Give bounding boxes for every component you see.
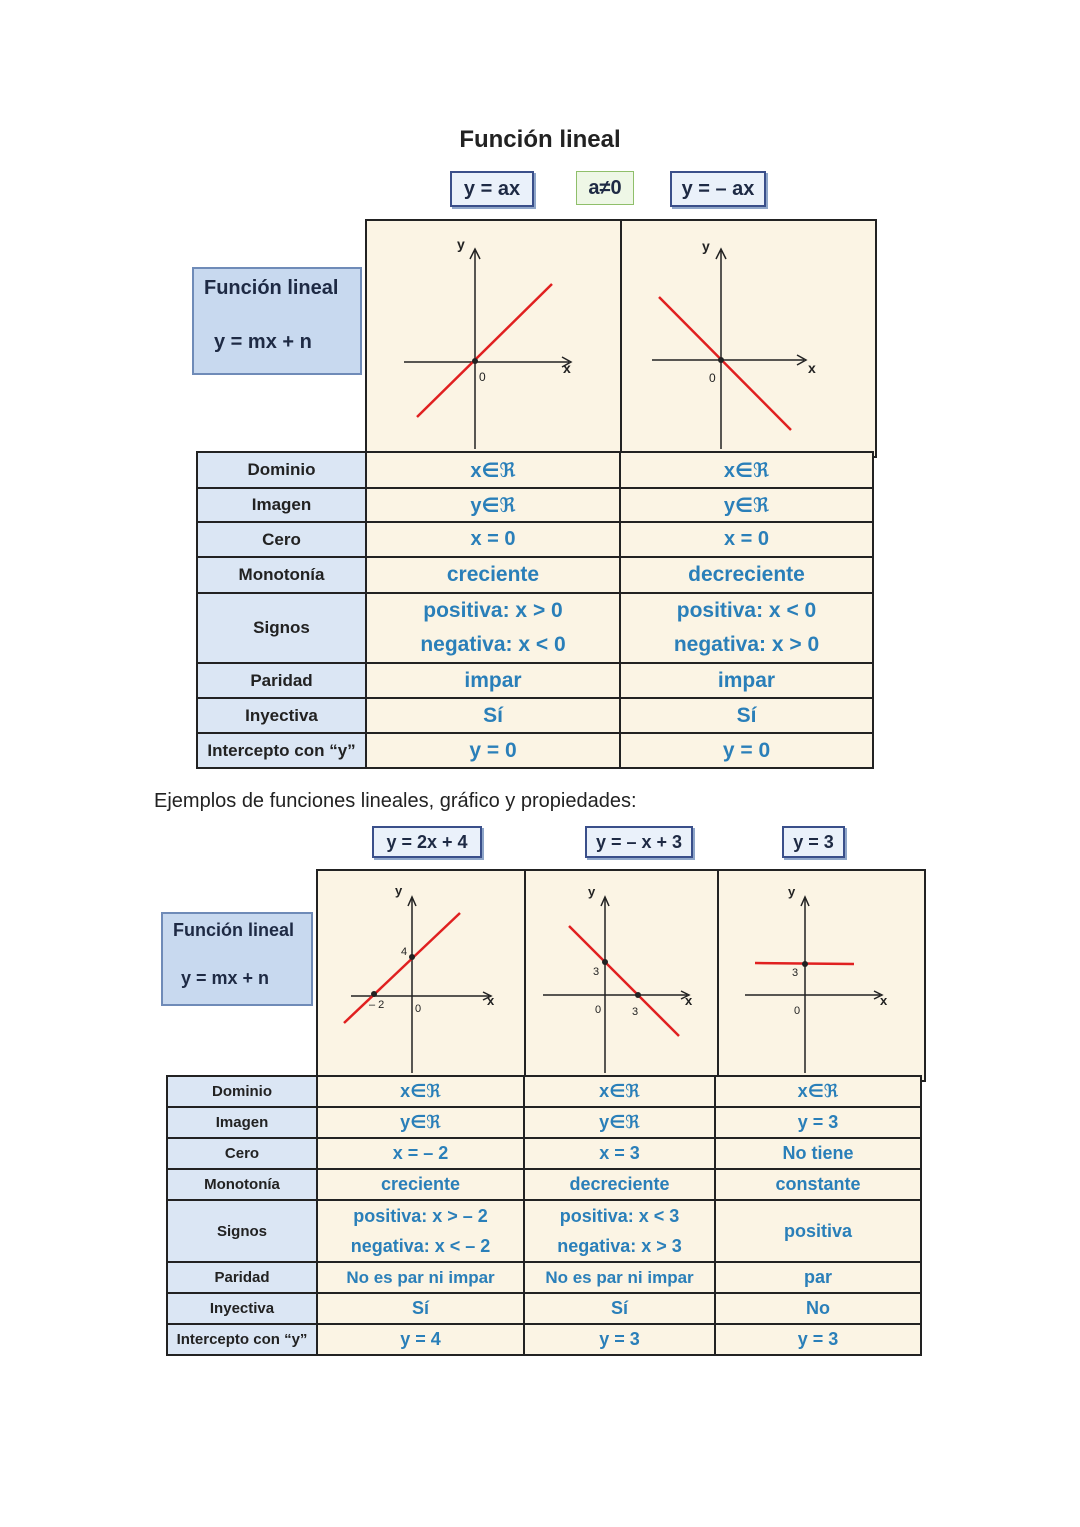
y-axis-label: y <box>788 884 796 899</box>
graph-cell-y-neg-ax <box>621 220 876 457</box>
sign-negative: negativa: x > 0 <box>673 633 820 656</box>
cell-value: x∈ℜ <box>366 452 620 488</box>
x-axis-label: x <box>487 993 495 1008</box>
table-row <box>197 488 873 522</box>
row-label: Paridad <box>197 663 366 698</box>
cell-value: decreciente <box>620 557 873 593</box>
intercept-point <box>802 961 808 967</box>
y-axis-label: y <box>588 884 596 899</box>
table-row <box>197 522 873 557</box>
cell-value: impar <box>620 663 873 698</box>
table-row <box>197 452 873 488</box>
graph-cell-example-2 <box>525 870 718 1081</box>
x-axis-label: x <box>880 993 888 1008</box>
formula-tag-y-neg-ax: y = – ax <box>670 171 766 207</box>
table-row <box>167 1138 921 1169</box>
cell-value: x = 3 <box>524 1138 715 1169</box>
row-label: Paridad <box>167 1262 317 1293</box>
sign-positive: positiva: x > – 2 <box>353 1206 488 1226</box>
cell-value: y = 0 <box>620 733 873 768</box>
cell-value: impar <box>366 663 620 698</box>
intercept-label: 4 <box>401 946 408 958</box>
bottom-graph-table <box>316 869 926 1082</box>
side-box-formula: y = mx + n <box>181 968 270 988</box>
graph-example-3 <box>720 871 923 1075</box>
graph-cell-y-ax <box>366 220 621 457</box>
zero-point <box>635 992 641 998</box>
cell-value: x∈ℜ <box>524 1076 715 1107</box>
row-label: Imagen <box>167 1107 317 1138</box>
top-properties-table <box>196 451 874 769</box>
cell-value: x∈ℜ <box>715 1076 921 1107</box>
sign-positive: positiva: x < 0 <box>676 599 817 622</box>
y-axis-label: y <box>701 238 710 254</box>
x-axis-label: x <box>562 360 571 376</box>
intercept-point <box>409 954 415 960</box>
cell-value: x = 0 <box>620 522 873 557</box>
cell-value: constante <box>715 1169 921 1200</box>
origin-label: 0 <box>595 1004 602 1016</box>
cell-value: y = 3 <box>715 1107 921 1138</box>
side-box-title: Función lineal <box>173 920 295 940</box>
condition-tag: a≠0 <box>576 171 634 205</box>
page-title: Función lineal <box>459 126 621 153</box>
table-row <box>167 1107 921 1138</box>
cell-value: y∈ℜ <box>524 1107 715 1138</box>
origin-label: 0 <box>478 370 486 384</box>
row-label: Cero <box>197 522 366 557</box>
x-axis-label: x <box>807 360 816 376</box>
cell-value: positiva <box>715 1200 921 1262</box>
cell-value: No tiene <box>715 1138 921 1169</box>
intercept-label: 3 <box>593 966 600 978</box>
cell-value: par <box>715 1262 921 1293</box>
row-label: Dominio <box>197 452 366 488</box>
cell-value: x∈ℜ <box>620 452 873 488</box>
y-axis-label: y <box>456 236 465 252</box>
side-box-title: Función lineal <box>204 277 339 299</box>
cell-value: creciente <box>366 557 620 593</box>
function-line <box>569 926 679 1036</box>
table-row <box>167 1324 921 1355</box>
row-label: Monotonía <box>197 557 366 593</box>
side-box-formula: y = mx + n <box>214 331 312 353</box>
side-box-top <box>192 267 362 375</box>
formula-tag-y-ax: y = ax <box>450 171 534 207</box>
intercept-label: 3 <box>792 967 799 979</box>
top-graph-table <box>365 219 877 458</box>
row-label: Signos <box>197 593 366 663</box>
cell-value: y∈ℜ <box>317 1107 524 1138</box>
zero-label: 3 <box>632 1006 639 1018</box>
cell-value: No es par ni impar <box>317 1262 524 1293</box>
sign-negative: negativa: x < 0 <box>420 633 566 656</box>
origin-label: 0 <box>415 1003 422 1015</box>
sign-negative: negativa: x < – 2 <box>350 1236 491 1256</box>
cell-value <box>317 1200 524 1262</box>
table-row <box>197 557 873 593</box>
table-row <box>167 1169 921 1200</box>
cell-value: y∈ℜ <box>620 488 873 522</box>
row-label: Intercepto con “y” <box>167 1324 317 1355</box>
x-axis-label: x <box>685 993 693 1008</box>
sign-positive: positiva: x > 0 <box>423 599 563 622</box>
zero-point <box>371 991 377 997</box>
function-line <box>344 913 460 1023</box>
cell-value: No <box>715 1293 921 1324</box>
example-tag-2: y = – x + 3 <box>585 826 693 858</box>
cell-value: y = 4 <box>317 1324 524 1355</box>
origin-point <box>472 358 478 364</box>
zero-label: – 2 <box>369 999 385 1011</box>
cell-value: y = 3 <box>715 1324 921 1355</box>
graph-y-ax <box>369 221 619 451</box>
cell-value: Sí <box>620 698 873 733</box>
cell-value: Sí <box>366 698 620 733</box>
table-row <box>197 698 873 733</box>
cell-value: creciente <box>317 1169 524 1200</box>
table-row <box>167 1262 921 1293</box>
examples-caption: Ejemplos de funciones lineales, gráfico y propiedades: <box>154 790 637 812</box>
table-row <box>197 663 873 698</box>
cell-value: decreciente <box>524 1169 715 1200</box>
graph-y-neg-ax <box>624 221 874 451</box>
table-row <box>197 593 873 663</box>
cell-value: y = 3 <box>524 1324 715 1355</box>
cell-value: Sí <box>524 1293 715 1324</box>
example-tag-1: y = 2x + 4 <box>372 826 482 858</box>
intercept-point <box>602 959 608 965</box>
cell-value: x∈ℜ <box>317 1076 524 1107</box>
graph-example-2 <box>527 871 716 1075</box>
row-label: Inyectiva <box>167 1293 317 1324</box>
cell-value: y∈ℜ <box>366 488 620 522</box>
example-tag-3: y = 3 <box>782 826 845 858</box>
table-row <box>167 1293 921 1324</box>
origin-point <box>718 357 724 363</box>
graph-cell-example-3 <box>718 870 925 1081</box>
cell-value: x = 0 <box>366 522 620 557</box>
bottom-properties-table <box>166 1075 922 1356</box>
table-row <box>197 733 873 768</box>
sign-positive: positiva: x < 3 <box>559 1206 680 1226</box>
sign-negative: negativa: x > 3 <box>557 1236 682 1256</box>
row-label: Monotonía <box>167 1169 317 1200</box>
cell-value: y = 0 <box>366 733 620 768</box>
graph-example-1 <box>319 871 523 1075</box>
cell-value: Sí <box>317 1293 524 1324</box>
y-axis-label: y <box>395 883 403 898</box>
origin-label: 0 <box>794 1005 801 1017</box>
origin-label: 0 <box>708 371 716 385</box>
table-row <box>167 1200 921 1262</box>
row-label: Intercepto con “y” <box>197 733 366 768</box>
table-row <box>167 1076 921 1107</box>
row-label: Cero <box>167 1138 317 1169</box>
row-label: Signos <box>167 1200 317 1262</box>
row-label: Inyectiva <box>197 698 366 733</box>
cell-value: No es par ni impar <box>524 1262 715 1293</box>
function-line <box>417 284 552 417</box>
cell-value <box>524 1200 715 1262</box>
side-box-bottom <box>161 912 313 1006</box>
row-label: Dominio <box>167 1076 317 1107</box>
row-label: Imagen <box>197 488 366 522</box>
graph-cell-example-1 <box>317 870 525 1081</box>
function-line <box>659 297 791 430</box>
cell-value <box>366 593 620 663</box>
cell-value: x = – 2 <box>317 1138 524 1169</box>
cell-value <box>620 593 873 663</box>
